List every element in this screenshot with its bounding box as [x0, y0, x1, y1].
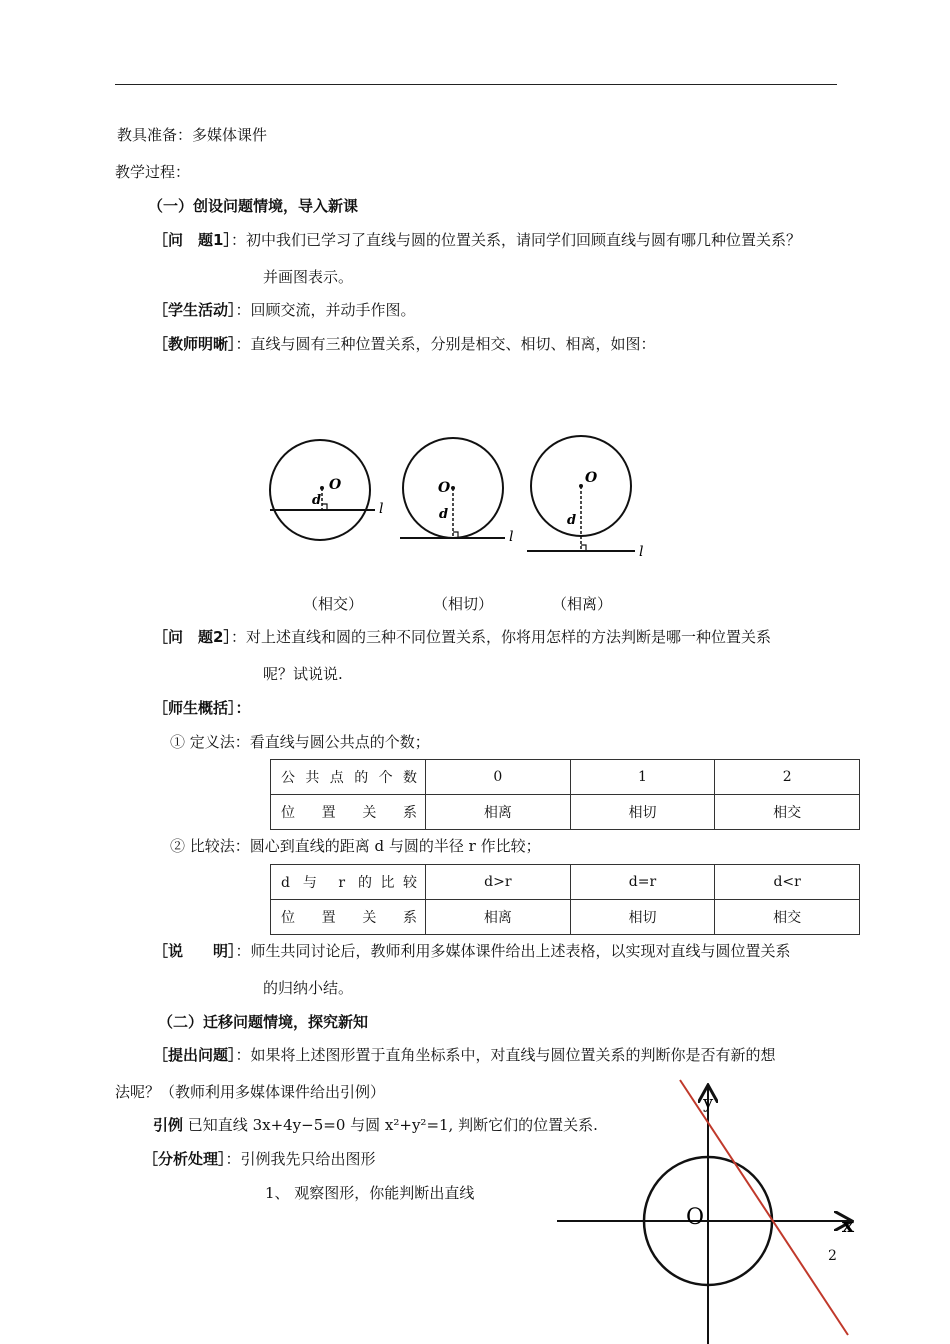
table-header-cell: 位置关系	[271, 795, 426, 830]
y-axis-label: y	[703, 1092, 714, 1113]
origin-label: O	[686, 1205, 705, 1230]
note-text: ：师生共同讨论后，教师利用多媒体课件给出上述表格，以实现对直线与圆位置关系	[235, 942, 791, 960]
table-cell: 相切	[570, 900, 715, 935]
table-cell: 2	[715, 760, 860, 795]
teacher-clarify	[153, 333, 656, 354]
question-1-text: ：初中我们已学习了直线与圆的位置关系，请同学们回顾直线与圆有哪几种位置关系？	[230, 231, 801, 249]
prep-line: 教具准备：多媒体课件	[117, 126, 268, 144]
caption-separate: （相离）	[552, 595, 613, 613]
question-1-label: ［问 题1］	[153, 231, 231, 249]
fig3-d-label: d	[567, 513, 577, 528]
table-row	[271, 795, 860, 830]
pose-question-text: ：如果将上述图形置于直角坐标系中，对直线与圆位置关系的判断你是否有新的想	[235, 1046, 776, 1064]
summary-label: ［师生概括］：	[153, 699, 251, 717]
fig1-d-label: d	[312, 493, 322, 508]
table-cell: d>r	[426, 865, 571, 900]
table-cell: 相离	[426, 795, 571, 830]
table-cell: 0	[426, 760, 571, 795]
caption-tangent: （相切）	[433, 595, 494, 613]
pose-question-label: ［提出问题］	[153, 1046, 236, 1064]
question-1	[153, 229, 801, 250]
fig3-o-label: O	[585, 470, 598, 486]
caption-intersect: （相交）	[303, 595, 364, 613]
method-1: ① 定义法：看直线与圆公共点的个数；	[170, 733, 430, 751]
note-cont: 的归纳小结。	[263, 979, 354, 997]
header-rule	[115, 84, 837, 85]
fig2-l-label: l	[509, 529, 514, 545]
coordinate-figure	[550, 1075, 870, 1344]
page-number: 2	[828, 1248, 837, 1264]
student-activity-label: ［学生活动］	[153, 301, 236, 319]
analysis-text: ：引例我先只给出图形	[225, 1150, 376, 1168]
example	[153, 1114, 598, 1135]
fig2-d-label: d	[439, 507, 449, 522]
fig1-o-label: O	[329, 477, 342, 493]
table-header-cell: 公共点的个数	[271, 760, 426, 795]
table-cell: d<r	[715, 865, 860, 900]
example-text: 已知直线 3x+4y−5=0 与圆 x²+y²=1, 判断它们的位置关系.	[187, 1116, 598, 1134]
table-cell: 相切	[570, 795, 715, 830]
question-2-cont: 呢？试说说.	[263, 665, 343, 683]
process-title: 教学过程：	[115, 163, 191, 181]
pose-question	[153, 1044, 776, 1065]
student-activity-text: ：回顾交流，并动手作图。	[235, 301, 416, 319]
question-2	[153, 626, 771, 647]
teacher-clarify-text: ：直线与圆有三种位置关系，分别是相交、相切、相离，如图：	[235, 335, 656, 353]
table-cell: 相交	[715, 900, 860, 935]
question-1-cont: 并画图表示。	[263, 268, 354, 286]
pose-question-cont: 法呢？（教师利用多媒体课件给出引例）	[115, 1083, 386, 1101]
question-2-text: ：对上述直线和圆的三种不同位置关系，你将用怎样的方法判断是哪一种位置关系	[230, 628, 771, 646]
fig2-o-label: O	[438, 480, 451, 496]
question-2-label: ［问 题2］	[153, 628, 231, 646]
table-comparison-method	[270, 864, 860, 935]
table-cell: d=r	[570, 865, 715, 900]
analysis	[143, 1148, 376, 1169]
fig3-l-label: l	[639, 544, 644, 560]
section-1-heading: （一）创设问题情境，导入新课	[148, 197, 359, 215]
teacher-clarify-label: ［教师明晰］	[153, 335, 236, 353]
table-header-cell: 位置关系	[271, 900, 426, 935]
figure-tangent	[400, 438, 513, 545]
section-2-heading: （二）迁移问题情境，探究新知	[158, 1013, 369, 1031]
student-activity	[153, 299, 416, 320]
figure-separate	[527, 436, 643, 560]
table-row	[271, 865, 860, 900]
example-label: 引例	[153, 1116, 184, 1134]
note	[153, 940, 791, 961]
table-cell: 1	[570, 760, 715, 795]
method-2: ② 比较法：圆心到直线的距离 d 与圆的半径 r 作比较；	[170, 837, 541, 855]
line-3x-4y-5	[680, 1080, 848, 1335]
table-definition-method	[270, 759, 860, 830]
table-header-cell: d 与 r 的比较	[271, 865, 426, 900]
analysis-label: ［分析处理］	[143, 1150, 226, 1168]
x-axis-label: x	[842, 1213, 854, 1237]
note-label: ［说 明］	[153, 942, 236, 960]
table-cell: 相离	[426, 900, 571, 935]
observe-prompt: 1、 观察图形，你能判断出直线	[265, 1184, 475, 1202]
fig1-l-label: l	[379, 501, 384, 517]
table-row	[271, 900, 860, 935]
circle-line-figures	[265, 430, 665, 570]
figure-intersect	[270, 440, 383, 540]
table-row	[271, 760, 860, 795]
table-cell: 相交	[715, 795, 860, 830]
